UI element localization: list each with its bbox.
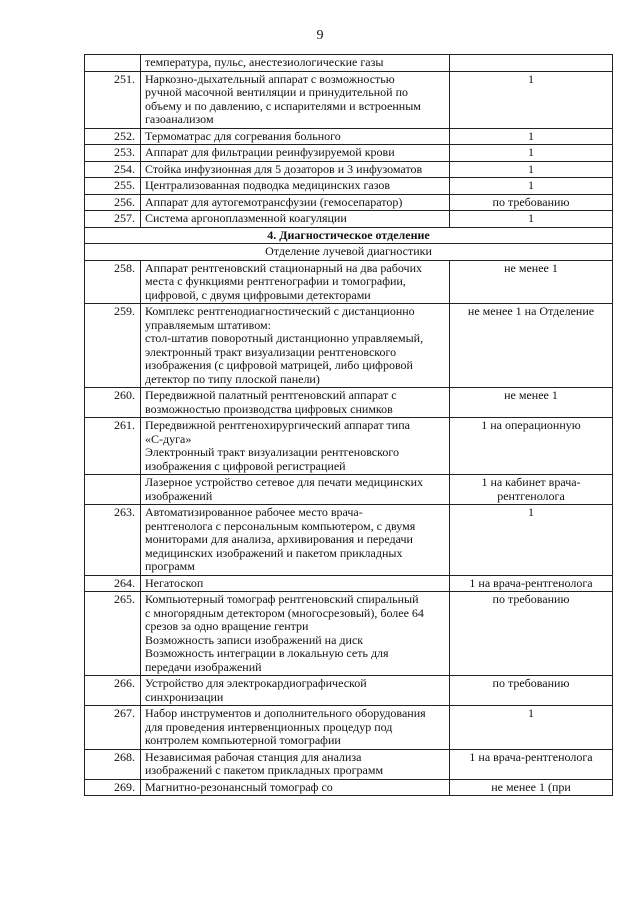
item-number: 268. [85,749,141,779]
table-row [85,55,613,72]
description-line: программ [145,559,195,573]
item-quantity: 1 [450,178,613,195]
description-line: управляемым штативом: [145,317,271,332]
item-quantity: 1 [450,145,613,162]
table-row [85,194,613,211]
item-quantity: не менее 1 [450,260,613,304]
item-number [85,55,141,72]
description-line: Централизованная подводка медицинских газов [145,178,391,192]
description-line: Компьютерный томограф рентгеновский спиральный [145,592,419,606]
description-line: Передвижной палатный рентгеновский аппарат с [145,388,397,402]
table-row [85,128,613,145]
item-quantity: не менее 1 на Отделение [450,304,613,388]
description-line: «С-дуга» [145,431,192,446]
item-description [141,749,450,779]
description-line: с многорядным детектором (многосрезовый), более 64 [145,605,424,620]
description-line: Наркозно-дыхательный аппарат с возможностью [145,71,395,86]
item-description [141,779,450,796]
item-quantity: 1 [450,505,613,576]
description-line: Устройство для электрокардиографической [145,676,367,690]
table-row [85,676,613,706]
item-description [141,178,450,195]
description-line: изображения (с цифровой матрицей, либо цифровой [145,358,413,372]
item-description [141,575,450,592]
subsection-header-row [85,244,613,261]
description-line: Стойка инфузионная для 5 дозаторов и 3 инфузоматов [145,161,423,176]
table-row [85,211,613,228]
item-quantity: не менее 1 (при [450,779,613,796]
item-number: 251. [85,71,141,128]
item-number: 257. [85,211,141,228]
description-line: Возможность записи изображений на диск [145,632,364,647]
item-description [141,304,450,388]
item-number: 266. [85,676,141,706]
description-line: Магнитно-резонансный томограф со [145,779,333,794]
description-line: Негатоскоп [145,575,204,590]
description-line: Лазерное устройство сетевое для печати медицинских [145,475,424,489]
section-title: 4. Диагностическое отделение [85,227,613,244]
description-line: медицинских изображений и пакетом прикладных [145,545,403,560]
item-description [141,676,450,706]
description-line: Набор инструментов и дополнительного оборудования [145,706,426,720]
item-number: 252. [85,128,141,145]
item-number: 254. [85,161,141,178]
item-quantity: 1 [450,71,613,128]
item-number: 260. [85,388,141,418]
description-line: температура, пульс, анестезиологические газы [145,55,384,69]
item-quantity: по требованию [450,194,613,211]
item-number: 263. [85,505,141,576]
item-description [141,55,450,72]
description-line: газоанализом [145,112,214,126]
item-number: 264. [85,575,141,592]
item-description [141,418,450,475]
description-line: Аппарат рентгеновский стационарный на два рабочих [145,260,423,275]
item-number [85,475,141,505]
table-row [85,505,613,576]
description-line: детектор по типу плоской панели) [145,371,320,386]
description-line: срезов за одно вращение гентри [145,619,309,633]
item-quantity: не менее 1 [450,388,613,418]
table-body [85,55,613,796]
description-line: мониторами для анализа, архивирования и передачи [145,532,413,546]
item-description [141,475,450,505]
description-line: стол-штатив поворотный дистанционно управляемый, [145,331,424,345]
item-description [141,128,450,145]
item-description [141,388,450,418]
table-row [85,178,613,195]
item-description [141,706,450,750]
description-line: Система аргоноплазменной коагуляции [145,211,347,225]
table-row [85,418,613,475]
description-line: ручной масочной вентиляции и принудительной по [145,85,408,99]
item-quantity: по требованию [450,676,613,706]
item-description [141,260,450,304]
table-row [85,592,613,676]
table-row [85,145,613,162]
item-number: 256. [85,194,141,211]
item-number: 258. [85,260,141,304]
subsection-title: Отделение лучевой диагностики [85,244,613,261]
description-line: изображения с цифровой регистрацией [145,458,346,473]
description-line: изображений [145,488,213,503]
item-description [141,211,450,228]
item-quantity: 1 на кабинет врача-рентгенолога [450,475,613,505]
item-quantity: 1 [450,211,613,228]
item-number: 259. [85,304,141,388]
section-header-row [85,227,613,244]
description-line: Автоматизированное рабочее место врача- [145,505,363,519]
table-row [85,779,613,796]
item-quantity: 1 на врача-рентгенолога [450,575,613,592]
description-line: контролем компьютерной томографии [145,733,341,747]
table-row [85,161,613,178]
item-description [141,194,450,211]
description-line: Термоматрас для согревания больного [145,128,341,143]
table-row [85,706,613,750]
description-line: объему и по давлению, с испарителями и встроенным [145,98,421,113]
item-number: 261. [85,418,141,475]
item-description [141,592,450,676]
description-line: Аппарат для аутогемотрансфузии (гемосепаратор) [145,194,403,209]
description-line: рентгенолога с персональным компьютером, с двумя [145,518,416,533]
description-line: Независимая рабочая станция для анализа [145,749,362,764]
item-number: 265. [85,592,141,676]
item-description [141,71,450,128]
item-description [141,505,450,576]
equipment-table [84,54,613,796]
item-description [141,161,450,178]
table-row [85,71,613,128]
description-line: Передвижной рентгенохирургический аппарат типа [145,418,410,432]
table-row [85,388,613,418]
description-line: изображений с пакетом прикладных программ [145,763,384,777]
description-line: электронный тракт визуализации рентгеновского [145,344,397,359]
table-row [85,749,613,779]
item-number: 255. [85,178,141,195]
item-quantity: 1 на операционную [450,418,613,475]
description-line: передачи изображений [145,659,262,674]
description-line: места с функциями рентгенографии и томографии, [145,274,406,288]
description-line: возможностью производства цифровых снимков [145,401,393,416]
item-quantity: 1 на врача-рентгенолога [450,749,613,779]
item-number: 253. [85,145,141,162]
table-row [85,260,613,304]
item-quantity: 1 [450,706,613,750]
table-row [85,575,613,592]
description-line: Аппарат для фильтрации реинфузируемой крови [145,145,395,159]
table-row [85,475,613,505]
description-line: Электронный тракт визуализации рентгеновского [145,445,399,459]
table-row [85,304,613,388]
item-number: 269. [85,779,141,796]
item-quantity: 1 [450,128,613,145]
item-description [141,145,450,162]
page-number: 9 [316,28,324,43]
description-line: цифровой, с двумя цифровыми детекторами [145,287,371,302]
item-number: 267. [85,706,141,750]
description-line: Комплекс рентгенодиагностический с дистанционно [145,304,415,318]
item-quantity [450,55,613,72]
description-line: синхронизации [145,689,224,704]
description-line: Возможность интеграции в локальную сеть для [145,646,389,660]
item-quantity: по требованию [450,592,613,676]
item-quantity: 1 [450,161,613,178]
description-line: для проведения интервенционных процедур под [145,719,393,734]
